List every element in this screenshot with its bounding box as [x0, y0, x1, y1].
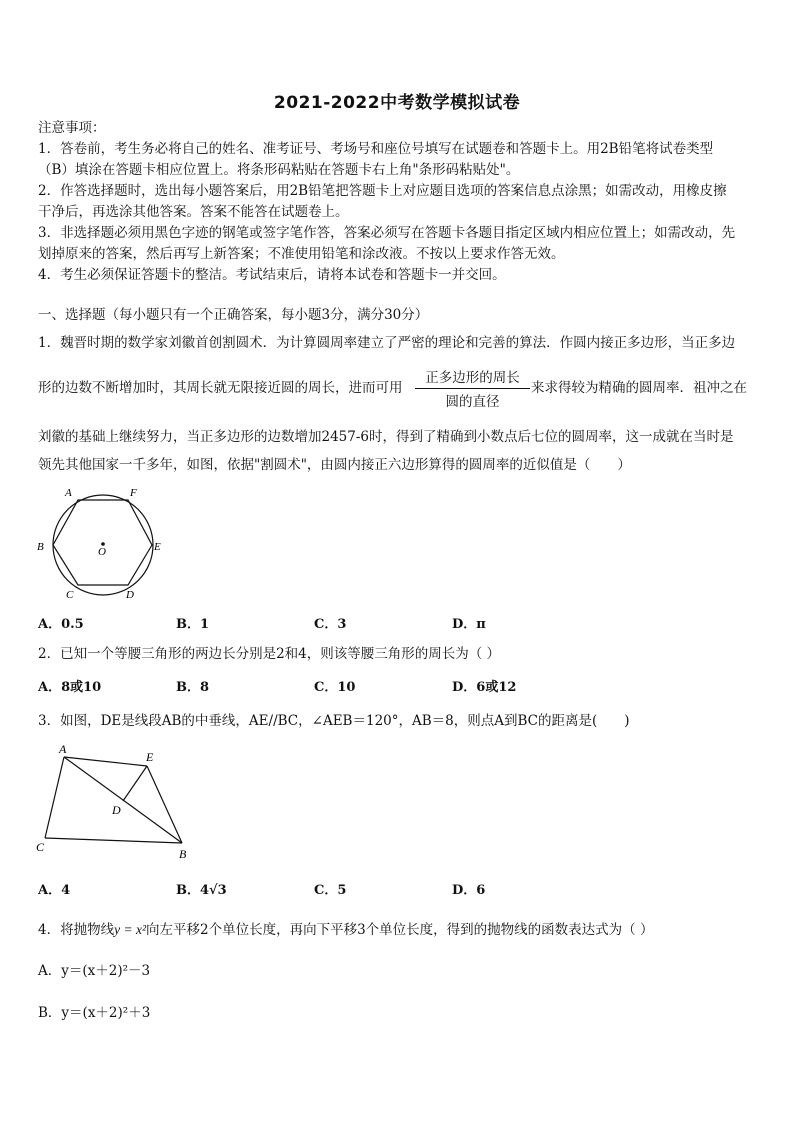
q4-option-b[interactable]: B．y＝(x＋2)²＋3: [38, 1005, 151, 1021]
q1-option-c[interactable]: C．3: [314, 617, 347, 632]
label-e: E: [146, 750, 154, 764]
label-a: A: [65, 487, 72, 499]
label-b: B: [37, 541, 44, 553]
q1-line2-pre: 形的边数不断增加时，其周长就无限接近圆的周长，进而可用: [38, 380, 403, 396]
label-e: E: [154, 541, 161, 553]
segment-cb: [45, 838, 182, 843]
note-line: 4．考生必须保证答题卡的整洁。考试结束后，请将本试卷和答题卡一并交回。: [38, 267, 506, 283]
label-a: A: [59, 742, 67, 756]
section-heading: 一、选择题（每小题只有一个正确答案，每小题3分，满分30分）: [38, 307, 429, 323]
q2-option-a[interactable]: A．8或10: [38, 680, 102, 695]
q1-option-a[interactable]: A．0.5: [38, 617, 84, 632]
note-line: （B）填涂在答题卡相应位置上。将条形码粘贴在答题卡右上角"条形码粘贴处"。: [38, 162, 520, 178]
hexagon-figure: [34, 482, 174, 602]
q1-line4: 领先其他国家一千多年，如图，依据"割圆术"，由圆内接正六边形算得的圆周率的近似值是（ ）: [38, 457, 631, 473]
label-c: C: [36, 840, 45, 854]
q1-line2-post: 来求得较为精确的圆周率．祖冲之在: [531, 380, 747, 396]
note-line: 划掉原来的答案，然后再写上新答案；不准使用铅笔和涂改液。不按以上要求作答无效。: [38, 246, 565, 262]
q1-line3: 刘徽的基础上继续努力，当正多边形的边数增加2457-6时，得到了精确到小数点后七位的圆周率，这一成就在当时是: [38, 429, 734, 445]
q3-text: 3．如图，DE是线段AB的中垂线，AE//BC，∠AEB＝120°，AB＝8，则点A到BC的距离是( ): [38, 713, 630, 729]
notes-heading: 注意事项：: [38, 120, 106, 136]
segment-ac: [45, 757, 64, 838]
q2-text: 2．已知一个等腰三角形的两边长分别是2和4，则该等腰三角形的周长为（ ）: [38, 646, 501, 662]
label-d: D: [126, 589, 134, 601]
q3-option-d[interactable]: D．6: [452, 883, 486, 898]
q3-figure: [32, 740, 202, 865]
q3-option-b[interactable]: B．4√3: [176, 883, 227, 898]
q2-option-b[interactable]: B．8: [176, 680, 210, 695]
q4-equation: y = x²: [114, 922, 146, 937]
q3-option-a[interactable]: A．4: [38, 883, 71, 898]
fraction-denominator: 圆的直径: [445, 394, 500, 410]
label-d: D: [112, 803, 121, 817]
note-line: 干净后，再选涂其他答案。答案不能答在试题卷上。: [38, 204, 349, 220]
note-line: 1．答卷前，考生务必将自己的姓名、准考证号、考场号和座位号填写在试题卷和答题卡上。用2B铅笔将试卷类型: [38, 141, 714, 157]
q4-option-a[interactable]: A．y＝(x＋2)²－3: [38, 963, 151, 979]
note-line: 3．非选择题必须用黑色字迹的钢笔或签字笔作答，答案必须写在答题卡各题目指定区域内相应位置上；如需改动，先: [38, 225, 736, 241]
segment-ae: [64, 757, 147, 766]
q2-option-d[interactable]: D．6或12: [452, 680, 517, 695]
q1-option-b[interactable]: B．1: [176, 617, 210, 632]
q4-text: [38, 920, 653, 940]
label-f: F: [130, 487, 137, 499]
label-b: B: [179, 847, 187, 861]
page-title: 2021-2022中考数学模拟试卷: [273, 93, 521, 113]
q4-text-post: 向左平移2个单位长度，再向下平移3个单位长度，得到的抛物线的函数表达式为（ ）: [146, 922, 654, 938]
note-line: 2．作答选择题时，选出每小题答案后，用2B铅笔把答题卡上对应题目选项的答案信息点涂黑；如需改动，用橡皮擦: [38, 183, 727, 199]
label-c: C: [66, 589, 74, 601]
segment-eb: [147, 766, 182, 843]
label-o: O: [98, 546, 106, 558]
segment-ed: [123, 766, 147, 801]
q2-option-c[interactable]: C．10: [314, 680, 356, 695]
q1-option-d[interactable]: D．π: [452, 617, 486, 632]
fraction-numerator: 正多边形的周长: [425, 370, 520, 386]
q1-line1: 1．魏晋时期的数学家刘徽首创割圆术．为计算圆周率建立了严密的理论和完善的算法．作圆内接正多边形，当正多边: [38, 335, 736, 351]
q3-option-c[interactable]: C．5: [314, 883, 347, 898]
q1-fraction: [415, 366, 530, 410]
q4-text-pre: 4．将抛物线: [38, 922, 115, 938]
